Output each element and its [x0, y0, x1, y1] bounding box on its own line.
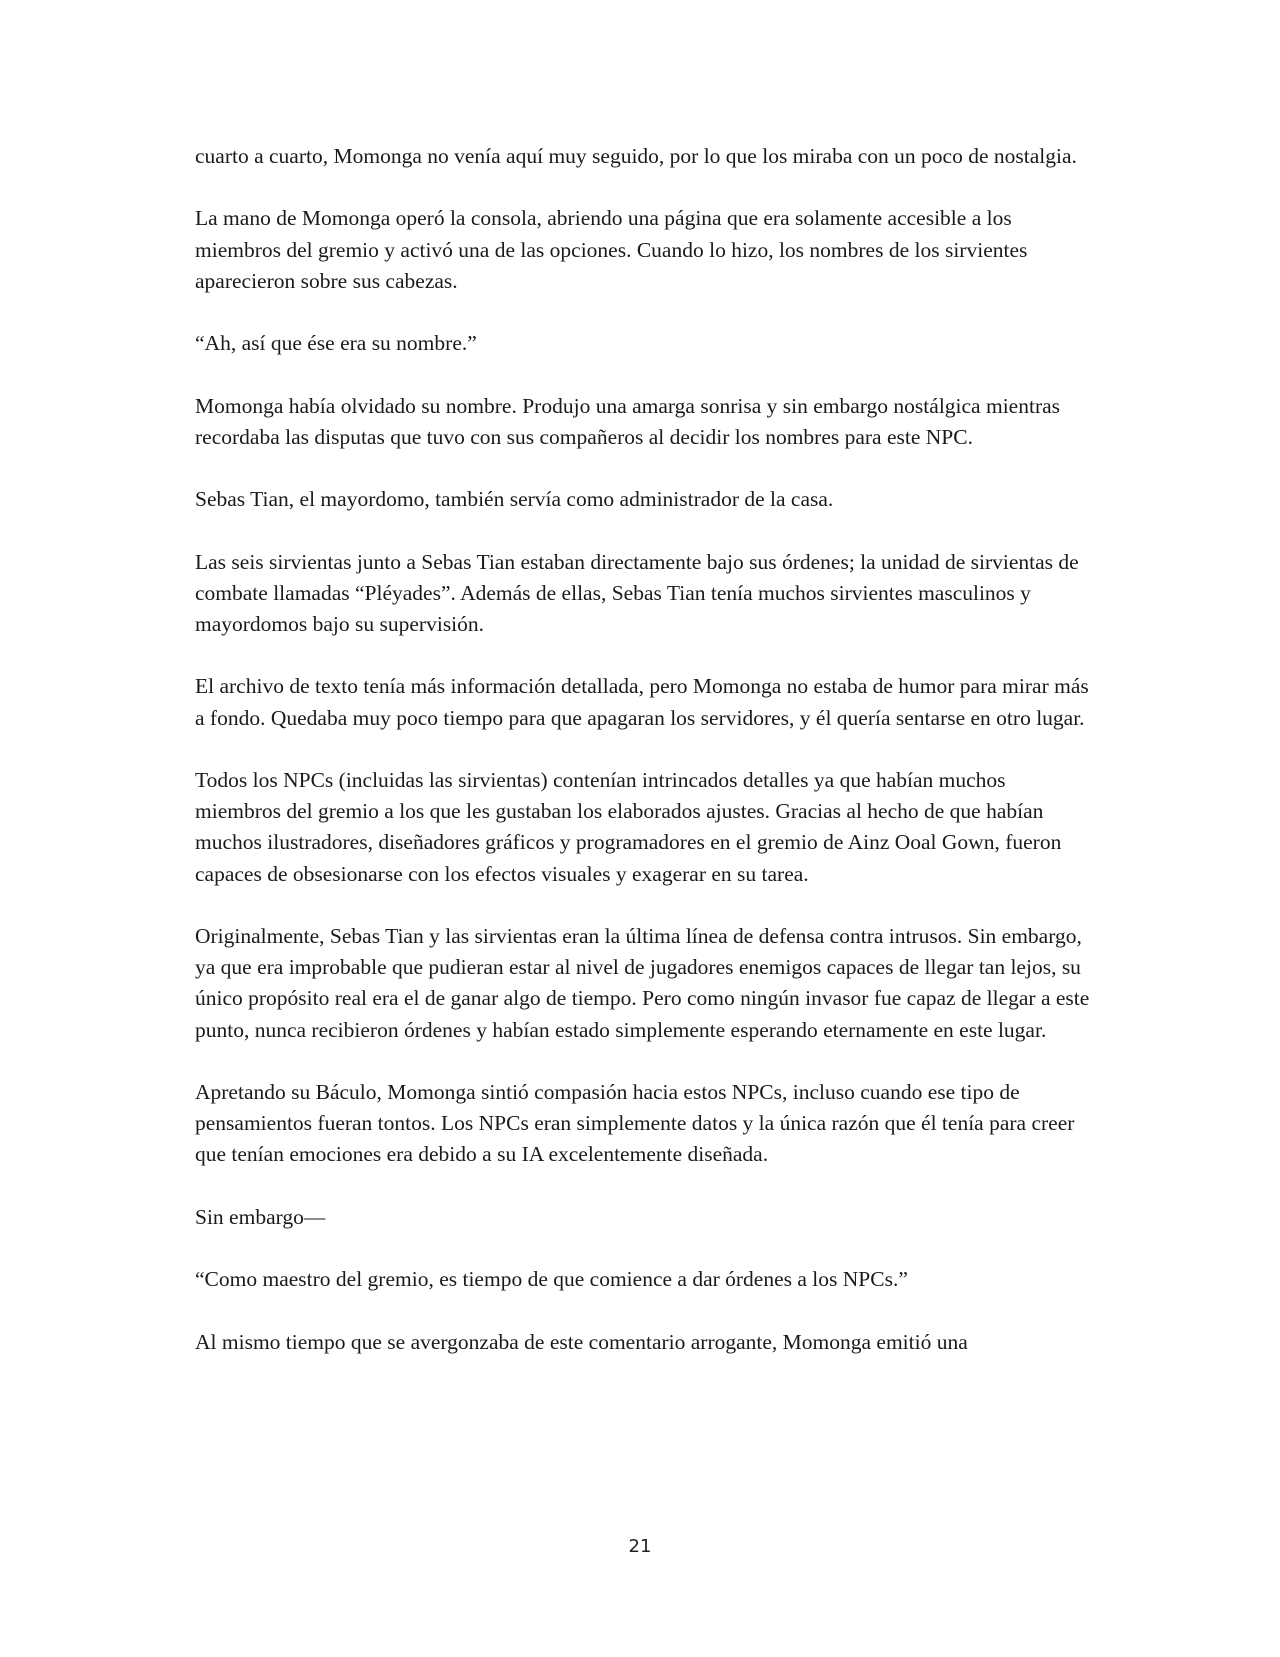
- paragraph: El archivo de texto tenía más información detallada, pero Momonga no estaba de humor para mirar más a fondo. Quedaba muy poco tiempo para que apagaran los servidores, y él quería sentarse en otro lugar.: [195, 674, 1089, 730]
- paragraph: Originalmente, Sebas Tian y las sirvientas eran la última línea de defensa contra intrusos. Sin embargo, ya que era improbable que pudieran estar al nivel de jugadores enemigos capaces de llegar tan lejos, su único propósito real era el de ganar algo de tiempo. Pero como ningún invasor fue capaz de llegar a este punto, nunca recibieron órdenes y habían estado simplemente esperando eternamente en este lugar.: [195, 923, 1090, 1042]
- body-text: [195, 141, 1095, 1389]
- paragraph: “Ah, así que ése era su nombre.”: [195, 331, 477, 356]
- paragraph: Momonga había olvidado su nombre. Produjo una amarga sonrisa y sin embargo nostálgica mientras recordaba las disputas que tuvo con sus compañeros al decidir los nombres para este NPC.: [195, 393, 1061, 449]
- paragraph: Apretando su Báculo, Momonga sintió compasión hacia estos NPCs, incluso cuando ese tipo de pensamientos fueran tontos. Los NPCs eran simplemente datos y la única razón que él tenía para creer que tenían emociones era debido a su IA excelentemente diseñada.: [195, 1079, 1075, 1167]
- paragraph: “Como maestro del gremio, es tiempo de que comience a dar órdenes a los NPCs.”: [195, 1267, 908, 1292]
- paragraph: Las seis sirvientas junto a Sebas Tian estaban directamente bajo sus órdenes; la unidad de sirvientas de combate llamadas “Pléyades”. Además de ellas, Sebas Tian tenía muchos sirvientes masculinos y mayordomos bajo su supervisión.: [195, 549, 1079, 636]
- page-number: 21: [628, 1536, 652, 1557]
- paragraph: Sin embargo—: [195, 1204, 326, 1229]
- paragraph: La mano de Momonga operó la consola, abriendo una página que era solamente accesible a los miembros del gremio y activó una de las opciones. Cuando lo hizo, los nombres de los sirvientes aparecieron sobre sus cabezas.: [195, 206, 1028, 293]
- paragraph: Sebas Tian, el mayordomo, también servía como administrador de la casa.: [195, 487, 834, 512]
- paragraph: Todos los NPCs (incluidas las sirvientas) contenían intrincados detalles ya que habían muchos miembros del gremio a los que les gustaban los elaborados ajustes. Gracias al hecho de que habían muchos ilustradores, diseñadores gráficos y programadores en el gremio de Ainz Ooal Gown, fueron capaces de obsesionarse con los efectos visuales y exagerar en su tarea.: [195, 767, 1062, 886]
- paragraph: cuarto a cuarto, Momonga no venía aquí muy seguido, por lo que los miraba con un poco de nostalgia.: [195, 144, 1077, 168]
- paragraph: Al mismo tiempo que se avergonzaba de este comentario arrogante, Momonga emitió una: [195, 1329, 968, 1354]
